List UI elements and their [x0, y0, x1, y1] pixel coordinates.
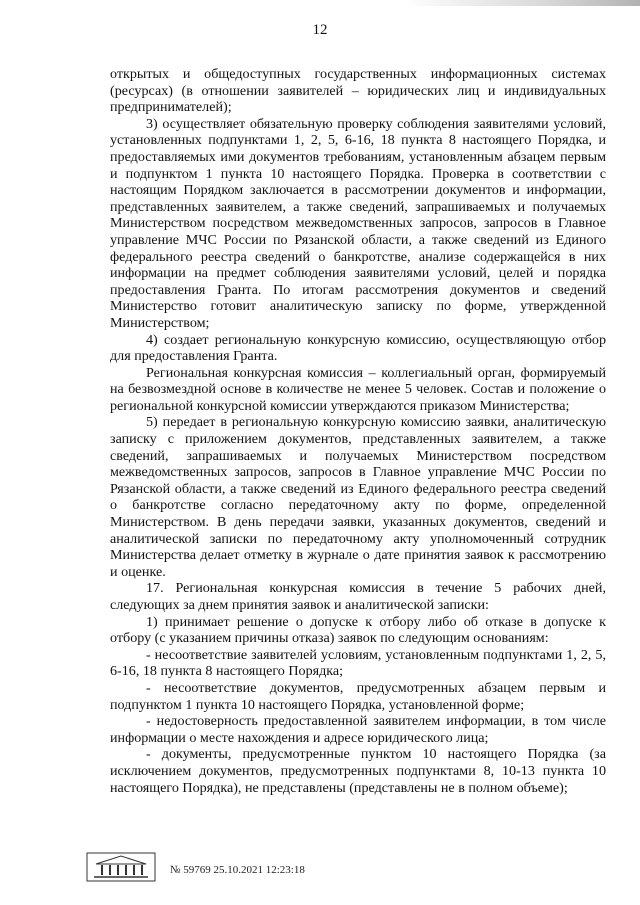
document-footer: [86, 852, 606, 892]
paragraph-4: Региональная конкурсная комиссия – коллегиальный орган, формируемый на безвозмездной основе в количестве не менее 5 человек. Состав и положение о региональной конкурсной комиссии утверждаются приказом Министерства;: [110, 364, 606, 414]
scan-edge-artifact: [400, 0, 640, 6]
paragraph-2: 3) осуществляет обязательную проверку соблюдения заявителями условий, установленных подпунктами 1, 2, 5, 6-16, 18 пункта 8 настоящего Порядка, и предоставляемых ими документов требованиям, установленным абзацем первым и подпунктом 1 пункта 10 настоящего Порядка. Проверка в соответствии с настоящим Порядком заключается в рассмотрении документов и информации, представленных заявителем, а также сведений, запрашиваемых и получаемых Министерством посредством межведомственных запросов, запросов в Главное управление МЧС России по Рязанской области, а также сведений из Единого федерального реестра сведений о банкротстве, анализе содержащейся в них информации на предмет соблюдения заявителями условий, целей и порядка предоставления Гранта. По итогам рассмотрения документов и сведений Министерство готовит аналитическую записку по форме, утвержденной Министерством;: [110, 115, 606, 331]
paragraph-10: - недостоверность предоставленной заявителем информации, в том числе информации о месте нахождения и адресе юридического лица;: [110, 713, 606, 746]
government-building-seal-icon: [86, 852, 156, 882]
paragraph-9: - несоответствие документов, предусмотренных абзацем первым и подпунктом 1 пункта 10 настоящего Порядка, установленной форме;: [110, 679, 606, 713]
registration-stamp: № 59769 25.10.2021 12:23:18: [170, 864, 305, 876]
paragraph-11: - документы, предусмотренные пунктом 10 настоящего Порядка (за исключением документов, предусмотренных подпунктами 8, 10-13 пункта 10 настоящего Порядка), не представлены (представлены не в полном объеме);: [110, 746, 606, 796]
paragraph-6: 17. Региональная конкурсная комиссия в течение 5 рабочих дней, следующих за днем принятия заявок и аналитической записки:: [110, 580, 606, 613]
paragraph-1: открытых и общедоступных государственных информационных системах (ресурсах) (в отношении заявителей – юридических лиц и индивидуальных предпринимателей);: [110, 66, 606, 116]
paragraph-8: - несоответствие заявителей условиям, установленным подпунктами 1, 2, 5, 6-16, 18 пункта 8 настоящего Порядка;: [110, 646, 606, 680]
paragraph-3: 4) создает региональную конкурсную комиссию, осуществляющую отбор для предоставления Гранта.: [110, 331, 606, 365]
paragraph-5: 5) передает в региональную конкурсную комиссию заявки, аналитическую записку с приложением документов, представленных заявителем, а также сведений, запрашиваемых и получаемых Министерством посредством межведомственных запросов, запросов в Главное управление МЧС России по Рязанской области, а также сведений из Единого федерального реестра сведений о банкротстве согласно передаточному акту по форме, определенной Министерством. В день передачи заявки, указанных документов, сведений и аналитической записки по передаточному акту уполномоченный сотрудник Министерства делает отметку в журнале о дате принятия заявок к рассмотрению и оценке.: [110, 414, 606, 580]
document-body: [110, 66, 606, 796]
page-number: 12: [312, 22, 328, 38]
paragraph-7: 1) принимает решение о допуске к отбору либо об отказе в допуске к отбору (с указанием причины отказа) заявок по следующим основаниям:: [110, 613, 606, 647]
